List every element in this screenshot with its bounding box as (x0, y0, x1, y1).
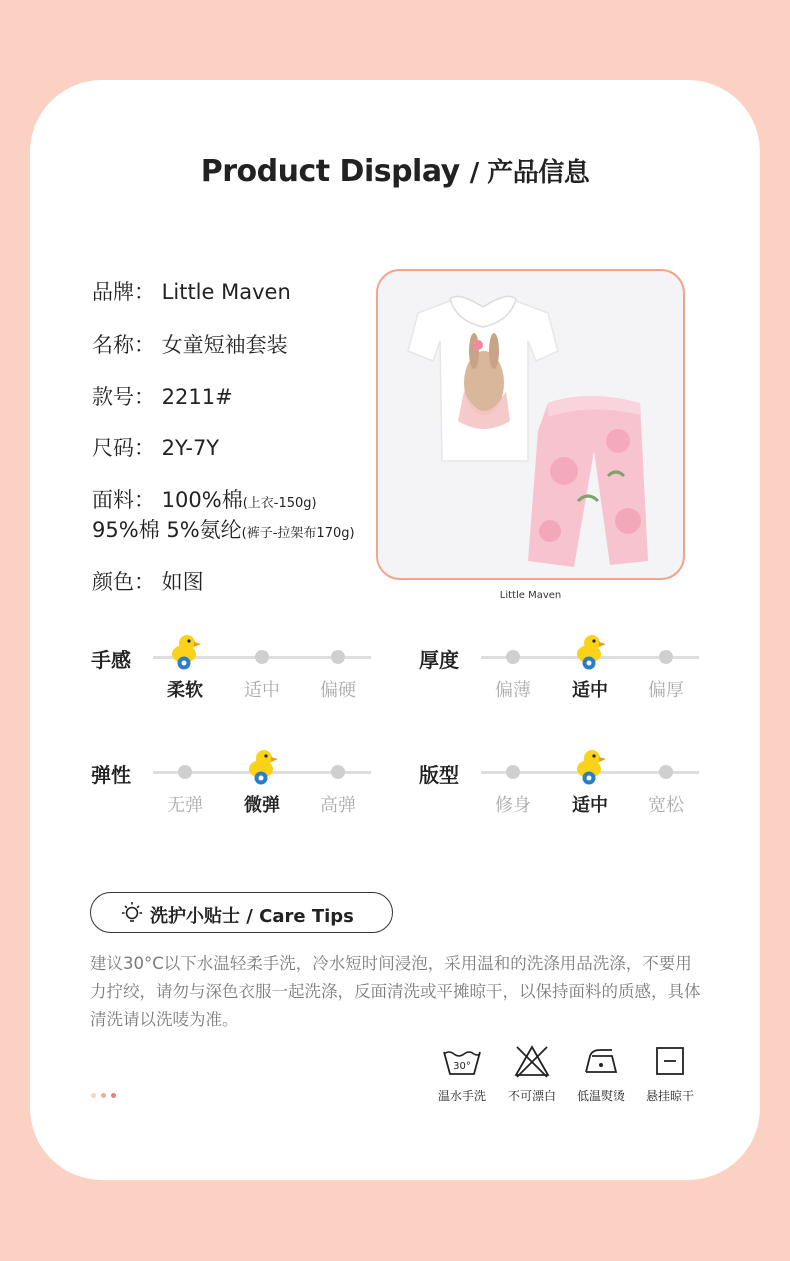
spec-name: 名称： 女童短袖套装 (92, 333, 288, 357)
care-label-hand-wash: 温水手洗 (437, 1089, 486, 1103)
scale-label: 厚度 (419, 648, 459, 672)
spec-material (92, 484, 317, 514)
title-cn: / 产品信息 (469, 158, 590, 188)
title-en: Product Display (200, 154, 460, 189)
scale-option: 偏厚 (648, 680, 684, 701)
scale-option: 适中 (572, 680, 608, 701)
wash-temp-label: 30° (453, 1061, 471, 1072)
care-label-hang-dry: 悬挂晾干 (645, 1089, 694, 1103)
scale-option: 柔软 (167, 680, 203, 701)
care-label-no-bleach: 不可漂白 (507, 1089, 556, 1103)
duck-marker-icon (572, 632, 608, 672)
care-tips-title: 洗护小贴士 / Care Tips (150, 906, 354, 927)
spec-size: 尺码： 2Y-7Y (92, 436, 220, 460)
lightbulb-icon (120, 900, 144, 926)
scale-option: 适中 (572, 795, 608, 816)
scale-option: 修身 (495, 795, 531, 816)
pager-dot (91, 1093, 96, 1098)
scale-dot (506, 765, 520, 779)
spec-material-2 (92, 514, 355, 544)
scale-label: 手感 (91, 648, 131, 672)
product-photo (376, 269, 685, 580)
scale-option: 微弹 (244, 795, 280, 816)
scale-option: 无弹 (167, 795, 203, 816)
scale-dot (506, 650, 520, 664)
scale-option: 偏薄 (495, 680, 531, 701)
scale-label: 版型 (419, 763, 459, 787)
care-tips-body: 建议30°C以下水温轻柔手洗，冷水短时间浸泡，采用温和的洗涤用品洗涤，不要用力拧绞，请勿与深色衣服一起洗涤，反面清洗或平摊晾干，以保持面料的质感，具体清洗请以洗唛为准。 (90, 954, 701, 1029)
no-bleach-icon (514, 1044, 550, 1078)
low-iron-icon (582, 1046, 620, 1076)
spec-material-2-note: (裤子-拉架布170g) (241, 526, 355, 541)
scale-label: 弹性 (91, 763, 131, 787)
pager-dot (101, 1093, 106, 1098)
spec-style: 款号： 2211# (92, 385, 233, 409)
scale-option: 偏硬 (320, 680, 356, 701)
scale-dot (331, 765, 345, 779)
spec-brand: 品牌： Little Maven (92, 280, 291, 304)
pager-dot (111, 1093, 116, 1098)
scale-dot (659, 765, 673, 779)
scale-dot (659, 650, 673, 664)
scale-option: 宽松 (648, 795, 684, 816)
scale-dot (255, 650, 269, 664)
page-title (0, 152, 790, 189)
scale-option: 适中 (244, 680, 280, 701)
duck-marker-icon (167, 632, 203, 672)
care-label-low-iron: 低温熨烫 (576, 1089, 625, 1103)
spec-color: 颜色： 如图 (92, 570, 204, 594)
duck-marker-icon (572, 747, 608, 787)
scale-dot (331, 650, 345, 664)
hang-dry-icon (655, 1046, 685, 1076)
duck-marker-icon (244, 747, 280, 787)
spec-material-2-main: 95%棉 5%氨纶 (92, 518, 242, 542)
photo-caption: Little Maven (499, 590, 562, 601)
outfit-illustration (378, 271, 683, 578)
spec-material-main: 面料： 100%棉 (92, 488, 243, 512)
spec-material-note: (上衣-150g) (242, 496, 317, 511)
hand-wash-icon (442, 1046, 482, 1078)
scale-dot (178, 765, 192, 779)
scale-option: 高弹 (320, 795, 356, 816)
